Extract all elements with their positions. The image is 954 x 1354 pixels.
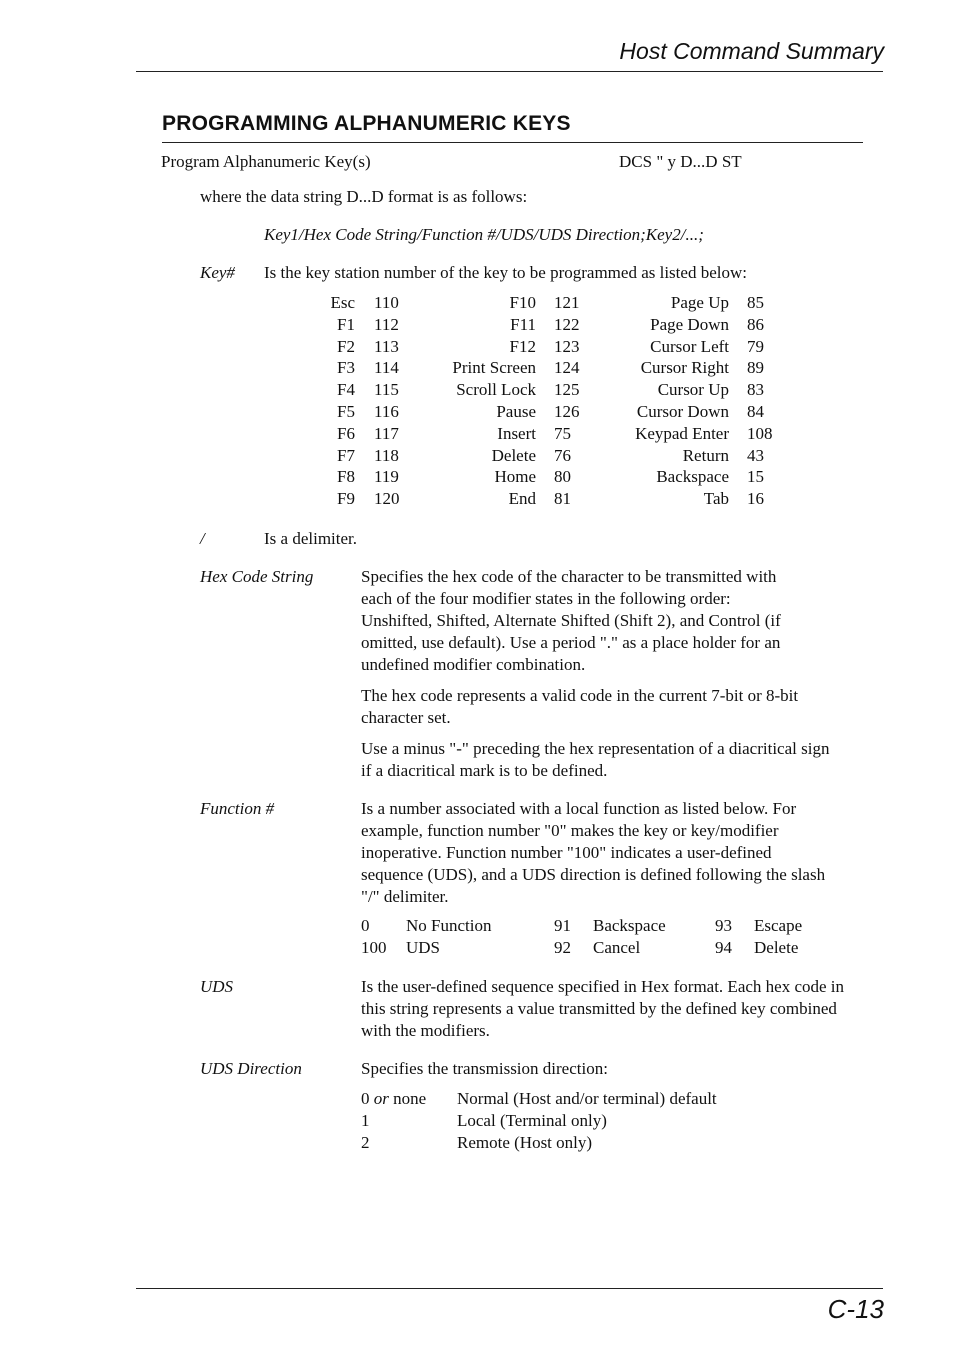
function-name: Backspace [593,916,666,935]
key-name: Backspace [656,467,729,487]
key-code: 126 [554,401,580,421]
direction-number: 1 [361,1111,370,1130]
direction-desc: Normal (Host and/or terminal) default [457,1089,717,1108]
key-table-row [0,357,954,379]
direction-number: 0 [361,1089,370,1108]
key-code: 115 [374,380,399,400]
direction-or: or [373,1089,389,1108]
hex-para-1: Specifies the hex code of the character to be transmitted with each of the four modifier states in the following order: Unshifted, Shifted, Alternate Shifted (Shift 2), and Control (if omitted, use default). Use a period "." as a place holder for an undefined modifier combination. [361,567,781,674]
direction-desc: Local (Terminal only) [457,1111,607,1130]
key-code: 89 [747,358,764,378]
key-name: Scroll Lock [456,380,536,400]
direction-value [361,1088,426,1110]
key-code: 15 [747,467,764,487]
command-name: Program Alphanumeric Key(s) [161,152,371,171]
key-table-row [0,423,954,445]
format-string: Key1/Hex Code String/Function #/UDS/UDS Direction;Key2/...; [264,225,704,244]
key-name: Cursor Down [636,401,729,421]
key-code: 124 [554,358,580,378]
keynum-desc: Is the key station number of the key to be programmed as listed below: [264,263,747,282]
key-code: 119 [374,467,399,487]
key-station-table [0,292,954,510]
key-name: Cursor Up [657,380,729,400]
key-code: 79 [747,336,764,356]
key-name: F10 [509,293,536,312]
hex-para-3: Use a minus "-" preceding the hex representation of a diacritical sign if a diacritical mark is to be defined. [361,739,830,780]
uds-direction-desc: Specifies the transmission direction: [361,1059,608,1078]
running-header: Host Command Summary [619,38,884,64]
key-code: 85 [747,293,764,312]
key-code: 125 [554,380,580,400]
key-name: F1 [337,314,355,334]
hex-definition [361,566,836,791]
uds-direction-term: UDS Direction [200,1059,302,1078]
key-code: 80 [554,467,571,487]
key-code: 114 [374,358,399,378]
uds-para-1: Is the user-defined sequence specified in Hex format. Each hex code in this string represents a value transmitted by the defined key combined with the modifiers. [361,977,845,1040]
delimiter-term: / [200,529,205,548]
key-table-row [0,336,954,358]
key-name: Keypad Enter [635,423,729,443]
key-table-row [0,401,954,423]
function-number: 93 [715,916,732,935]
key-code: 108 [747,423,773,443]
key-code: 83 [747,380,764,400]
key-name: Home [494,467,536,487]
direction-list [361,1088,881,1154]
footer-rule [136,1288,883,1289]
hex-term: Hex Code String [200,567,314,586]
direction-alt: none [393,1089,427,1108]
key-name: F8 [337,467,355,487]
function-number: 92 [554,938,571,957]
key-code: 112 [374,314,399,334]
function-name: No Function [406,916,492,935]
hex-para-2: The hex code represents a valid code in the current 7-bit or 8-bit character set. [361,686,799,727]
delimiter-desc: Is a delimiter. [264,529,358,548]
function-para-1: Is a number associated with a local function as listed below. For example, function number "0" makes the key or key/modifier inoperative. Function number "100" indicates a user-defined sequence (UDS), and a UDS direction is defined following the slash "/" delimiter. [361,799,826,906]
key-name: F12 [509,336,536,356]
function-name: Cancel [593,938,641,957]
key-table-row [0,488,954,510]
key-code: 43 [747,445,764,465]
section-title: PROGRAMMING ALPHANUMERIC KEYS [162,112,571,135]
key-name: F7 [337,445,355,465]
function-name: Escape [754,916,803,935]
key-code: 16 [747,489,764,509]
key-code: 110 [374,293,399,312]
function-row [361,915,881,937]
key-code: 75 [554,423,571,443]
function-term: Function # [200,799,275,818]
key-name: Return [682,445,729,465]
key-name: F9 [337,489,355,509]
key-table-row [0,292,954,314]
key-code: 76 [554,445,571,465]
key-name: Esc [330,293,355,312]
key-name: Cursor Left [650,336,729,356]
command-sequence: DCS " y D...D ST [619,152,742,171]
intro-text: where the data string D...D format is as follows: [200,187,528,206]
key-name: F2 [337,336,355,356]
key-code: 118 [374,445,399,465]
key-code: 122 [554,314,580,334]
page-number: C-13 [827,1294,884,1324]
key-name: Cursor Right [640,358,729,378]
key-name: End [508,489,536,509]
key-name: Page Down [650,314,729,334]
key-name: Page Up [670,293,729,312]
function-row [361,937,881,959]
uds-term: UDS [200,977,234,996]
function-number: 0 [361,916,370,935]
key-name: Insert [497,423,536,443]
key-code: 121 [554,293,580,312]
direction-row [361,1132,881,1154]
key-table-row [0,314,954,336]
key-code: 84 [747,401,764,421]
key-name: F4 [337,380,355,400]
key-name: F11 [510,314,536,334]
key-name: F5 [337,401,355,421]
key-name: Pause [496,401,536,421]
function-list [361,915,881,959]
function-number: 94 [715,938,732,957]
direction-desc: Remote (Host only) [457,1133,593,1152]
key-table-row [0,379,954,401]
key-table-row [0,445,954,467]
function-number: 100 [361,938,387,957]
function-definition [361,798,831,917]
keynum-term: Key# [200,263,235,282]
key-code: 123 [554,336,580,356]
function-name: UDS [406,938,441,957]
direction-row [361,1088,881,1110]
function-name: Delete [754,938,799,957]
key-code: 116 [374,401,399,421]
key-code: 113 [374,336,399,356]
key-code: 120 [374,489,400,509]
direction-number: 2 [361,1133,370,1152]
direction-row [361,1110,881,1132]
section-rule [162,142,863,143]
key-code: 86 [747,314,764,334]
key-code: 81 [554,489,571,509]
key-name: F3 [337,358,355,378]
key-name: F6 [337,423,355,443]
key-code: 117 [374,423,399,443]
key-name: Print Screen [452,358,536,378]
key-table-row [0,466,954,488]
function-number: 91 [554,916,571,935]
uds-definition [361,976,866,1051]
header-rule [136,71,883,72]
key-name: Tab [703,489,729,509]
key-name: Delete [491,445,536,465]
